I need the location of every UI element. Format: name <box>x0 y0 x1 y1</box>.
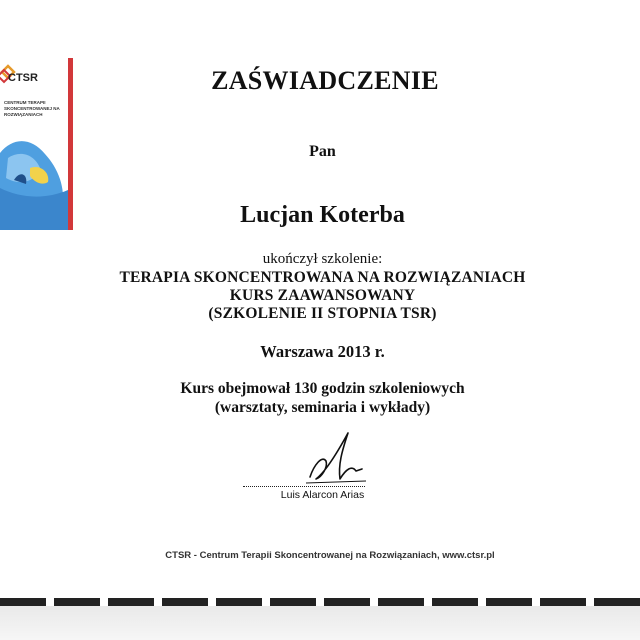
certificate-title: ZAŚWIADCZENIE <box>211 66 439 95</box>
place-date: Warszawa 2013 r. <box>260 342 385 361</box>
signature-line <box>243 486 365 487</box>
course-format: (warsztaty, seminaria i wykłady) <box>214 399 431 416</box>
handwritten-signature <box>296 425 376 487</box>
logo-subtitle: CENTRUM TERAPII SKONCENTROWANEJ NA ROZWIĄZANIACH <box>4 100 60 117</box>
signer-name: Luis Alarcon Arias <box>280 489 365 501</box>
course-hours: Kurs obejmował 130 godzin szkoleniowych <box>180 380 465 397</box>
completed-text: ukończył szkolenie: <box>262 251 383 267</box>
course-degree-line: (SZKOLENIE II STOPNIA TSR) <box>208 305 437 322</box>
salutation: Pan <box>309 143 336 160</box>
course-name-line: TERAPIA SKONCENTROWANA NA ROZWIĄZANIACH <box>119 269 526 286</box>
logo-name: CTSR <box>8 72 38 84</box>
course-level-line: KURS ZAAWANSOWANY <box>229 287 416 304</box>
scan-edge-strip <box>0 598 640 606</box>
recipient-name: Lucjan Koterba <box>240 202 405 228</box>
footer-text: CTSR - Centrum Terapii Skoncentrowanej na Rozwiązaniach, www.ctsr.pl <box>165 550 495 561</box>
scan-bottom-margin <box>0 606 640 640</box>
